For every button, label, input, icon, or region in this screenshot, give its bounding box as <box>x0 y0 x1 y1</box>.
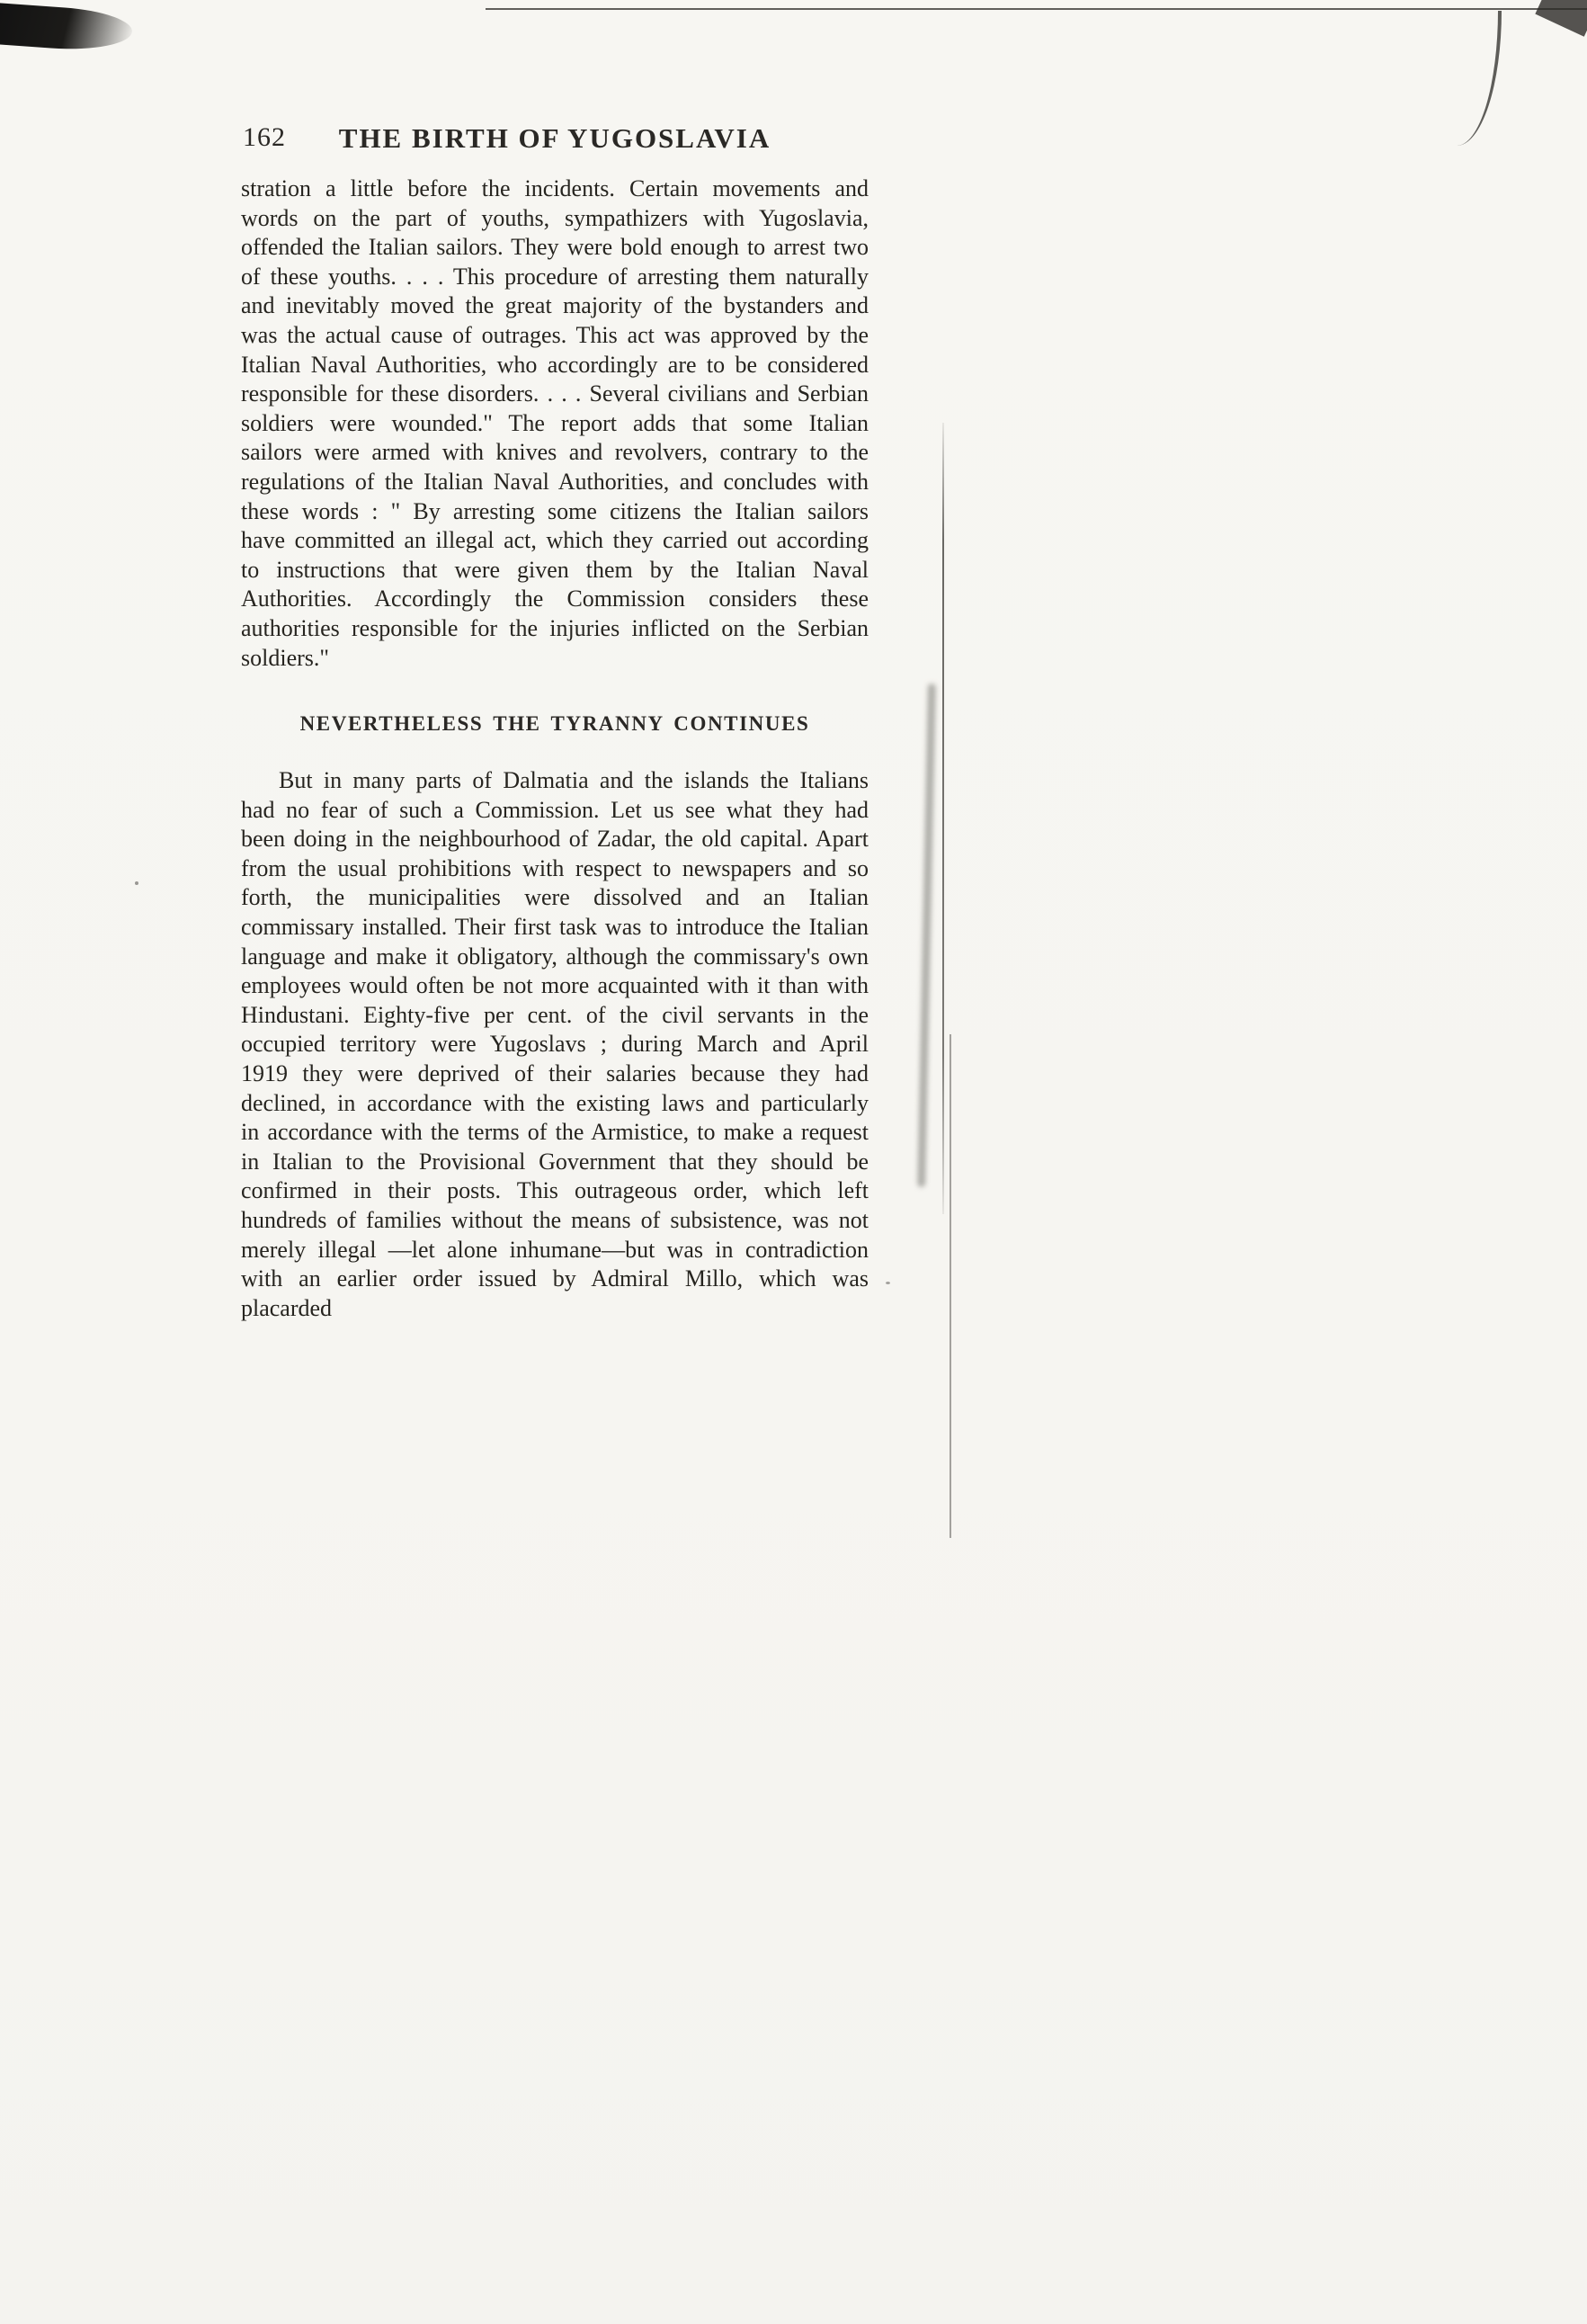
scan-artifact-vertical-line <box>942 423 944 1214</box>
scan-artifact-speck <box>886 1282 890 1284</box>
scan-artifact-speck <box>135 881 138 885</box>
running-title: THE BIRTH OF YUGOSLAVIA <box>338 122 771 154</box>
scan-artifact-corner-mark <box>1535 0 1587 37</box>
scan-artifact-vertical-line-2 <box>950 1034 951 1538</box>
page-number: 162 <box>243 122 286 152</box>
section-heading: NEVERTHELESS THE TYRANNY CONTINUES <box>299 712 810 736</box>
scan-artifact-top-line <box>486 8 1587 10</box>
paragraph-continuation: stration a little before the incidents. Certain movements and words on the part of youths, sympathizers with Yugoslavia, offended the Italian sailors. They were bold enough to arrest two of these youths. . . . This procedure of arresting them naturally and inevitably moved the great majority of the bystanders and was the actual cause of outrages. This act was approved by the Italian Naval Authorities, who accordingly are to be considered responsible for these disorders. . . . Several civilians and Serbian soldiers were wounded." The report adds that some Italian sailors were armed with knives and revolvers, contrary to the regulations of the Italian Naval Authorities, and concludes with these words : " By arresting some citizens the Italian sailors have committed an illegal act, which they carried out according to instructions that were given them by the Italian Naval Authorities. Accordingly the Commission considers these authorities responsible for the injuries inflicted on the Serbian soldiers." <box>241 175 869 671</box>
page-header <box>241 122 869 160</box>
scan-artifact-page-curl <box>1457 11 1502 146</box>
scan-artifact-top-left-mark <box>0 2 133 53</box>
paragraph-body: But in many parts of Dalmatia and the islands the Italians had no fear of such a Commission. Let us see what they had been doing in the neighbourhood of Zadar, the old capital. Apart from the usual prohibitions with respect to newspapers and so forth, the municipalities were dissolved and an Italian commissary installed. Their first task was to introduce the Italian language and make it obligatory, although the commissary's own employees would often be not more acquainted with it than with Hindustani. Eighty-five per cent. of the civil servants in the occupied territory were Yugoslavs ; during March and April 1919 they were deprived of their salaries because they had declined, in accordance with the existing laws and particularly in accordance with the terms of the Armistice, to make a request in Italian to the Provisional Government that they should be confirmed in their posts. This outrageous order, which left hundreds of families without the means of subsistence, was not merely illegal —let alone inhumane—but was in contradiction with an earlier order issued by Admiral Millo, which was placarded <box>241 767 869 1321</box>
scan-artifact-smudge <box>917 684 936 1187</box>
text-column <box>241 122 869 1323</box>
